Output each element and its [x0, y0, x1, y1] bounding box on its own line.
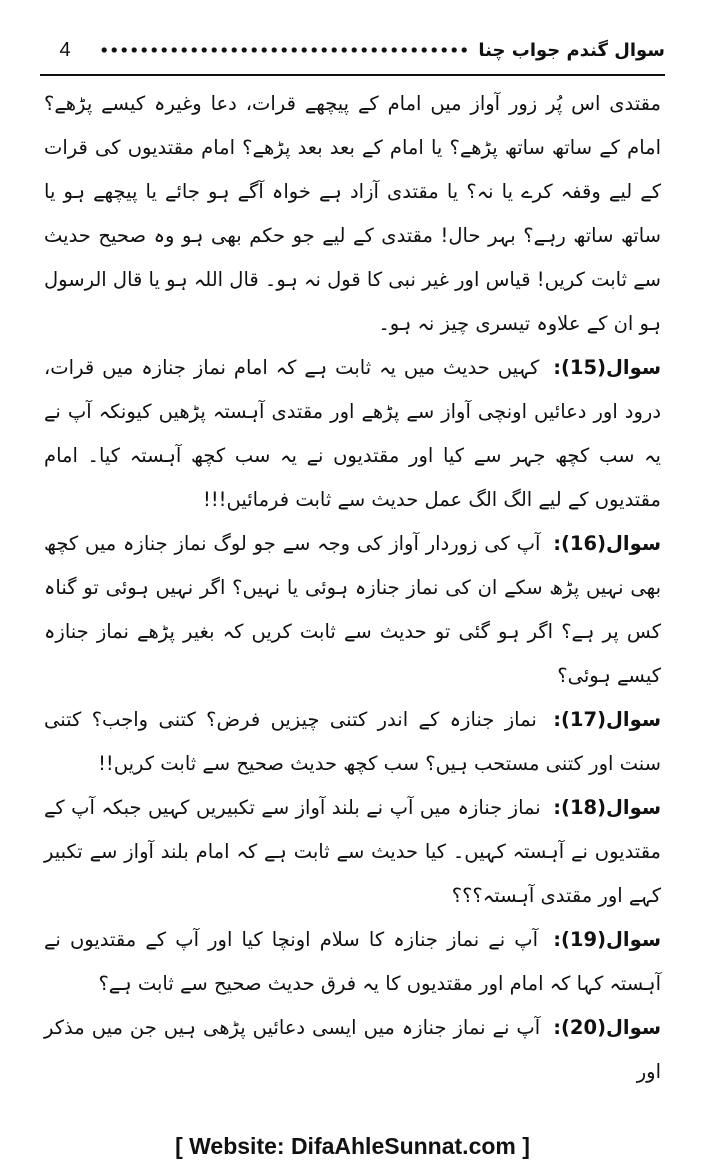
question-label: سوال(20): [553, 1016, 661, 1039]
question-text: نماز جنازہ کے اندر کتنی چیزیں فرض؟ کتنی واجب؟ کتنی سنت اور کتنی مستحب ہیں؟ سب کچھ حدیث صحیح سے ثابت کریں!! [44, 708, 661, 775]
page-header [40, 28, 665, 72]
question-text: آپ نے نماز جنازہ کا سلام اونچا کیا اور آپ کے مقتدیوں نے آہستہ کہا کہ امام اور مقتدیوں کا یہ فرق حدیث صحیح سے ثابت ہے؟ [44, 928, 661, 995]
question-label: سوال(15): [553, 356, 661, 379]
question-label: سوال(19): [553, 928, 661, 951]
intro-paragraph: مقتدی اس پُر زور آواز میں امام کے پیچھے قرات، دعا وغیرہ کیسے پڑھے؟ امام کے ساتھ ساتھ پڑھے؟ یا امام کے بعد بعد پڑھے؟ امام مقتدیوں کی قرات کے لیے وقفہ کرے یا نہ؟ یا مقتدی آزاد ہے خواہ آگے ہو جائے یا پیچھے ہو یا ساتھ ساتھ رہے؟ بہر حال! مقتدی کے لیے جو حکم بھی ہو وہ صحیح حدیث سے ثابت کریں! قیاس اور غیر نبی کا قول نہ ہو۔ قال اللہ ہو یا قال الرسول ہو ان کے علاوہ تیسری چیز نہ ہو۔ [44, 92, 661, 335]
question-label: سوال(16): [553, 532, 661, 555]
header-rule [40, 74, 665, 76]
page-number: 4 [59, 38, 71, 61]
question-text: کہیں حدیث میں یہ ثابت ہے کہ امام نماز جنازہ میں قرات، درود اور دعائیں اونچی آواز سے پڑھے اور مقتدی آہستہ پڑھیں کیونکہ آپ نے یہ سب کچھ جہر سے کیا اور مقتدیوں نے یہ سب کچھ آہستہ کیا۔ امام مقتدیوں کے لیے الگ الگ عمل حدیث سے ثابت فرمائیں!!! [44, 356, 661, 511]
question-label: سوال(17): [553, 708, 661, 731]
question-text: نماز جنازہ میں آپ نے بلند آواز سے تکبیریں کہیں جبکہ آپ کے مقتدیوں نے آہستہ کہیں۔ کیا حدیث سے ثابت ہے کہ امام بلند آواز سے تکبیر کہے اور مقتدی آہستہ؟؟؟ [44, 796, 661, 907]
page-body [44, 82, 661, 1094]
question-15 [44, 346, 661, 522]
question-text: آپ کی زوردار آواز کی وجہ سے جو لوگ نماز جنازہ میں کچھ بھی نہیں پڑھ سکے ان کی نماز جنازہ ہوئی یا نہیں؟ اگر نہیں ہوئی تو گناہ کس پر ہے؟ اگر ہو گئی تو حدیث سے ثابت کریں کہ بغیر پڑھے نماز جنازہ کیسے ہوئی؟ [44, 532, 661, 687]
question-text: آپ نے نماز جنازہ میں ایسی دعائیں پڑھی ہیں جن میں مذکر اور [44, 1016, 661, 1083]
question-16 [44, 522, 661, 698]
header-dot-ornament [100, 45, 468, 55]
question-label: سوال(18): [553, 796, 662, 819]
question-20 [44, 1006, 661, 1094]
question-19 [44, 918, 661, 1006]
question-17 [44, 698, 661, 786]
running-title: سوال گندم جواب چنا [478, 39, 665, 61]
website-footer: [ Website: DifaAhleSunnat.com ] [175, 1133, 530, 1159]
question-18 [44, 786, 661, 918]
